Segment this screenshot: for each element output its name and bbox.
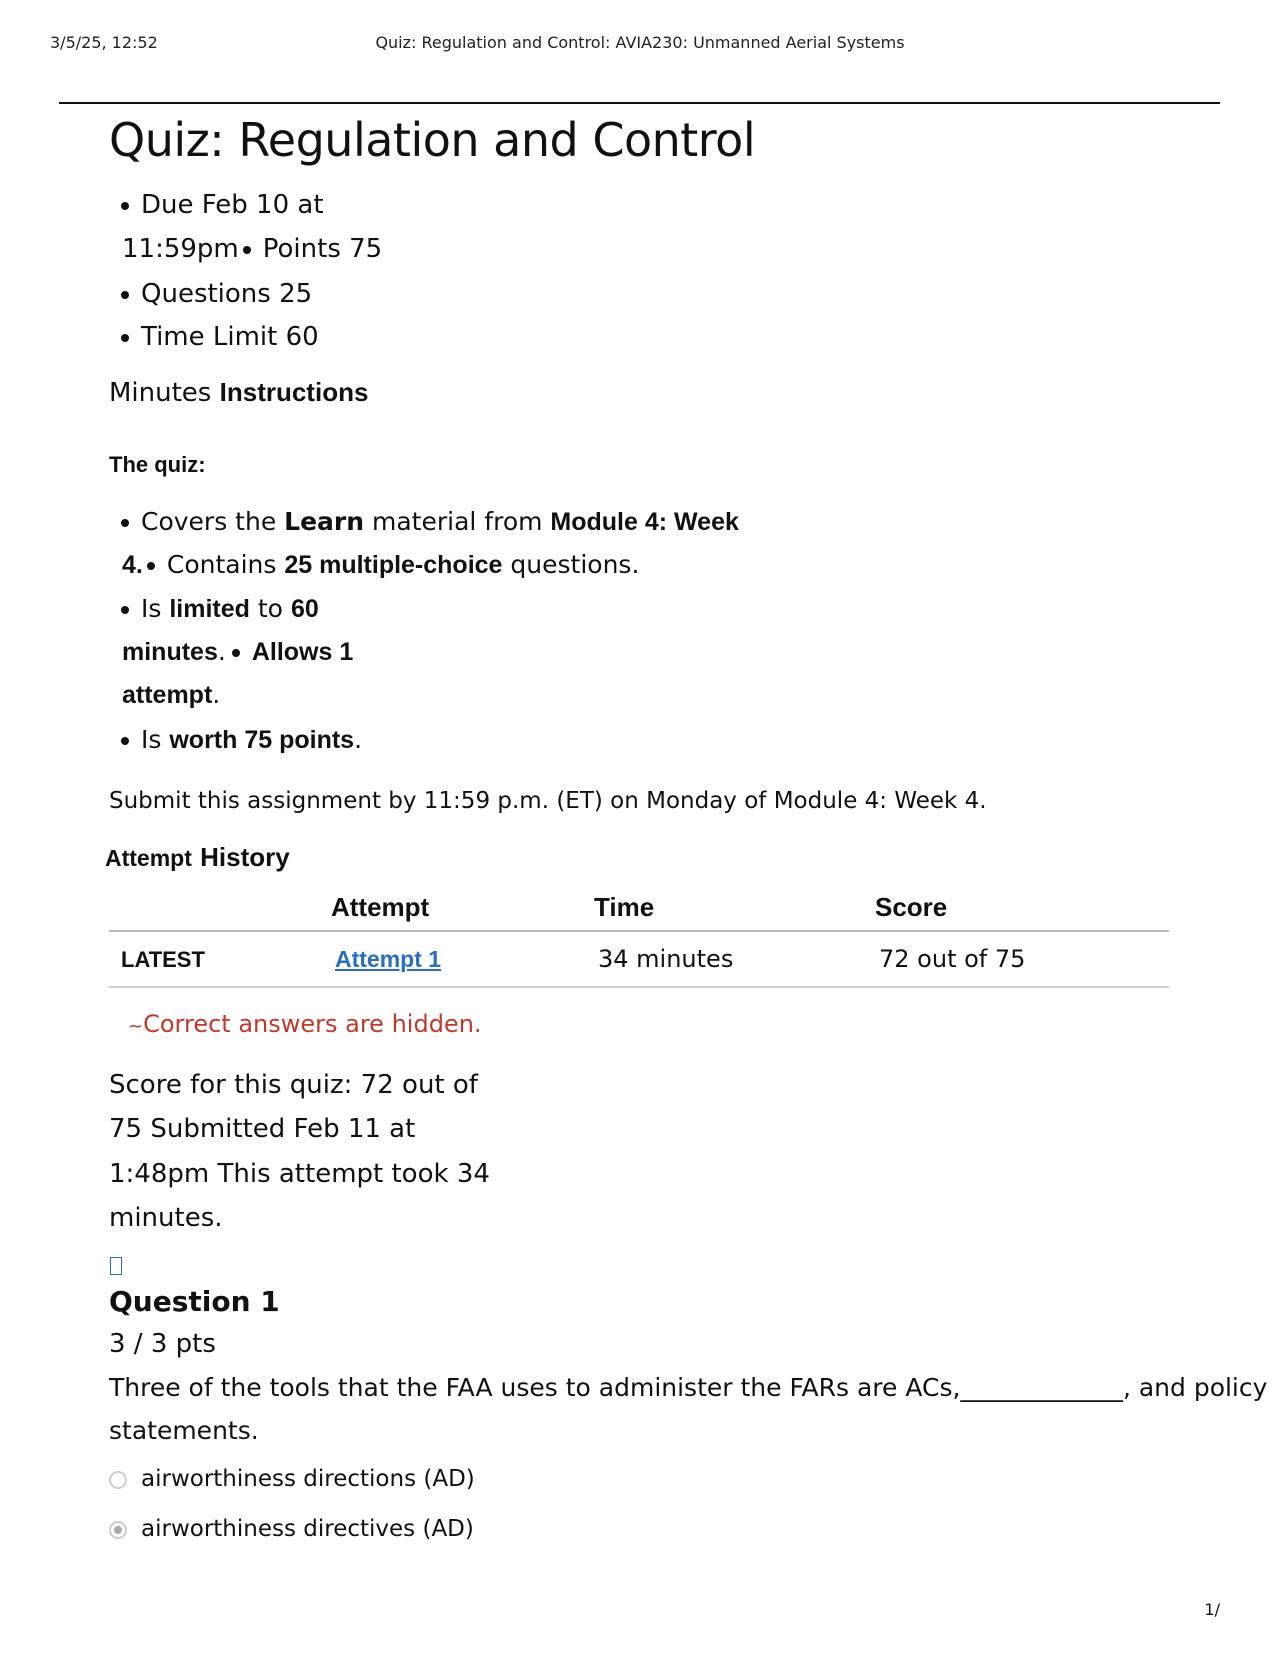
print-date: 3/5/25, 12:52	[50, 33, 158, 52]
col-tag	[109, 884, 331, 931]
worth-prefix: Is	[141, 725, 170, 754]
the-quiz-label: The quiz:	[109, 452, 206, 477]
bullet-limited	[121, 594, 319, 624]
row-tag	[109, 931, 331, 987]
print-title: Quiz: Regulation and Control: AVIA230: Unmanned Aerial Systems	[375, 33, 905, 52]
bullet-worth	[121, 725, 362, 755]
limited-mid: to	[249, 594, 291, 623]
attempt-history-heading	[105, 842, 290, 873]
score-line-4: minutes.	[109, 1203, 223, 1233]
bullet-contains	[122, 550, 639, 580]
limited-bold: limited	[169, 595, 250, 623]
bullet-icon	[121, 334, 129, 342]
dash-icon: ~	[128, 1016, 144, 1037]
flag-icon[interactable]	[110, 1257, 122, 1275]
question-text-1: Three of the tools that the FAA uses to administer the FARs are ACs,_____________, and policy	[109, 1373, 1268, 1402]
col-score: Score	[875, 891, 948, 922]
detail-questions	[121, 279, 312, 309]
row-score: 72 out of 75	[875, 931, 1169, 987]
score-line-2: 75 Submitted Feb 11 at	[109, 1114, 416, 1144]
option-2[interactable]	[109, 1516, 474, 1542]
due-text: Due Feb 10 at	[141, 190, 324, 220]
instructions-heading: Instructions	[219, 377, 369, 407]
minutes-instructions	[109, 377, 368, 408]
covers-module-end: 4.	[122, 551, 143, 579]
attempt-1-link[interactable]: Attempt 1	[335, 946, 442, 972]
page-number: 1/	[1204, 1600, 1220, 1619]
bullet-icon	[121, 202, 129, 210]
question-points: 3 / 3 pts	[109, 1329, 216, 1359]
latest-tag: LATEST	[121, 947, 205, 972]
col-attempt: Attempt	[331, 891, 430, 922]
bullet-icon	[121, 291, 129, 299]
option-1[interactable]	[109, 1466, 475, 1492]
radio-button[interactable]	[109, 1471, 127, 1489]
hidden-note-text: Correct answers are hidden.	[143, 1010, 482, 1038]
due-time: 11:59pm	[122, 234, 239, 264]
question-title: Question 1	[109, 1285, 280, 1318]
covers-mid: material from	[364, 507, 551, 536]
worth-bold: worth 75 points	[169, 726, 355, 754]
limited-prefix: Is	[141, 594, 170, 623]
bullet-icon	[121, 737, 129, 745]
option-label: airworthiness directions (AD)	[141, 1466, 475, 1492]
question-text-2: statements.	[109, 1416, 259, 1445]
attempt-dot: .	[212, 680, 221, 709]
time-limit-text: Time Limit 60	[141, 322, 319, 352]
points-text: Points 75	[262, 234, 383, 264]
attempt-word: attempt	[122, 681, 213, 709]
table-row	[109, 931, 1169, 987]
bullet-allows	[122, 637, 353, 667]
col-time: Time	[594, 891, 655, 922]
row-attempt	[331, 931, 594, 987]
correct-answers-hidden	[128, 1010, 482, 1038]
history-heading-b: History	[200, 842, 290, 872]
covers-prefix: Covers the	[141, 507, 285, 536]
limited-num: 60	[290, 595, 319, 623]
contains-suffix: questions.	[502, 550, 640, 579]
score-line-1: Score for this quiz: 72 out of	[109, 1070, 478, 1100]
quiz-content	[109, 104, 1189, 176]
attempt-word-line	[122, 680, 220, 710]
covers-learn: Learn	[284, 507, 365, 536]
worth-dot: .	[354, 725, 363, 754]
bullet-icon	[243, 246, 251, 254]
detail-time-limit	[121, 322, 319, 352]
submit-note: Submit this assignment by 11:59 p.m. (ET) on Monday of Module 4: Week 4.	[109, 788, 987, 814]
contains-bold: 25 multiple-choice	[284, 551, 503, 579]
limited-minutes: minutes	[122, 638, 218, 666]
minutes-text: Minutes	[109, 378, 212, 408]
contains-prefix: Contains	[166, 550, 285, 579]
attempt-history-table	[109, 884, 1169, 988]
history-heading-a: Attempt	[105, 845, 192, 871]
questions-text: Questions 25	[141, 279, 313, 309]
limited-dot: .	[217, 637, 226, 666]
bullet-icon	[121, 519, 129, 527]
bullet-icon	[232, 649, 240, 657]
row-time: 34 minutes	[594, 931, 875, 987]
allows-text: Allows 1	[251, 638, 354, 666]
bullet-covers	[121, 507, 739, 537]
covers-module: Module 4: Week	[550, 508, 739, 536]
radio-button-selected[interactable]	[109, 1521, 127, 1539]
score-line-3: 1:48pm This attempt took 34	[109, 1159, 490, 1189]
option-label: airworthiness directives (AD)	[141, 1516, 474, 1542]
detail-due	[121, 190, 324, 220]
bullet-icon	[121, 606, 129, 614]
bullet-icon	[147, 562, 155, 570]
detail-due-points	[122, 234, 382, 264]
page-title: Quiz: Regulation and Control	[109, 113, 756, 167]
